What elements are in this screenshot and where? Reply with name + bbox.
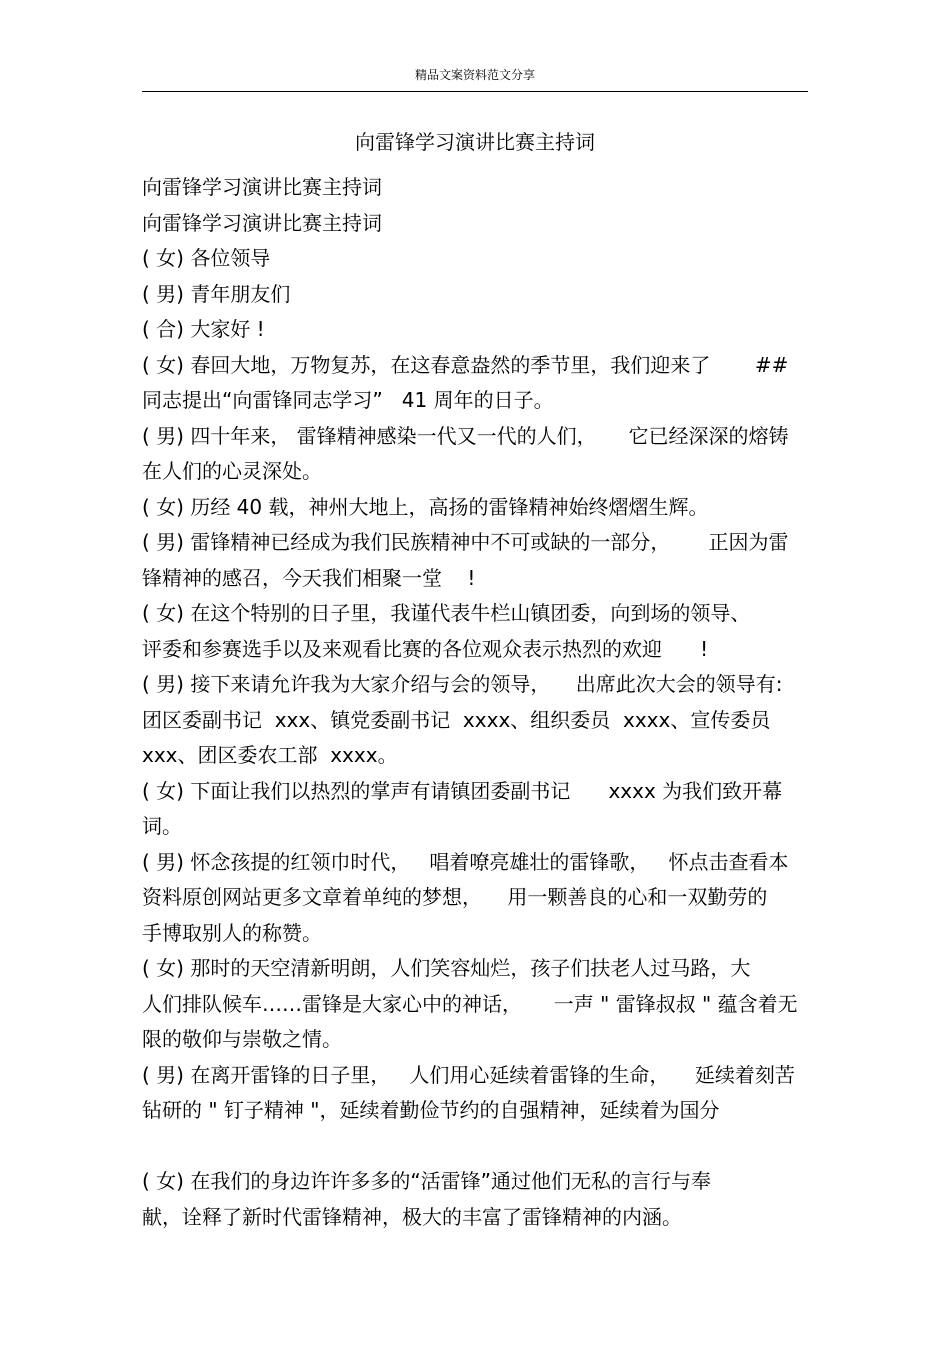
- body-line: ( 男) 四十年来， 雷锋精神感染一代又一代的人们， 它已经深深的熔铸: [142, 423, 789, 448]
- body-line: ( 女) 在这个特别的日子里，我谨代表牛栏山镇团委，向到场的领导、: [142, 601, 751, 625]
- body-line: 向雷锋学习演讲比赛主持词: [142, 175, 382, 199]
- body-line: 手博取别人的称赞。: [142, 920, 322, 945]
- body-line: 献，诠释了新时代雷锋精神，极大的丰富了雷锋精神的内涵。: [142, 1204, 682, 1229]
- body-line: 资料原创网站更多文章着单纯的梦想， 用一颗善良的心和一双勤劳的: [142, 885, 768, 909]
- body-line: ( 女) 在我们的身边许许多多的“活雷锋”通过他们无私的言行与奉: [142, 1169, 712, 1193]
- body-line: ( 女) 历经 40 载，神州大地上，高扬的雷锋精神始终熠熠生辉。: [142, 494, 709, 519]
- body-line: ( 男) 雷锋精神已经成为我们民族精神中不可或缺的一部分， 正因为雷: [142, 530, 789, 554]
- body-line: 锋精神的感召，今天我们相聚一堂 !: [142, 565, 476, 590]
- page-header: 精品文案资料范文分享: [414, 68, 535, 82]
- body-line: 同志提出“向雷锋同志学习” 41 周年的日子。: [142, 388, 554, 412]
- body-line: ( 女) 那时的天空清新明朗，人们笑容灿烂，孩子们扶老人过马路，大: [142, 956, 751, 980]
- body-line: 人们排队候车……雷锋是大家心中的神话， 一声 " 雷锋叔叔 " 蕴含着无: [142, 991, 798, 1016]
- body-line: 限的敬仰与崇敬之情。: [142, 1027, 342, 1051]
- body-line: ( 合) 大家好 !: [142, 317, 265, 341]
- body-line: ( 女) 春回大地，万物复苏，在这春意盎然的季节里，我们迎来了 ##: [142, 352, 789, 377]
- body-line: 词。: [142, 814, 182, 838]
- header-divider: [142, 91, 808, 92]
- body-line: 向雷锋学习演讲比赛主持词: [142, 210, 382, 235]
- body-line: 评委和参赛选手以及来观看比赛的各位观众表示热烈的欢迎 !: [142, 636, 709, 661]
- body-line: 钻研的 " 钉子精神 "，延续着勤俭节约的自强精神，延续着为国分: [142, 1098, 720, 1122]
- body-line: ( 男) 接下来请允许我为大家介绍与会的领导， 出席此次大会的领导有:: [142, 672, 783, 696]
- body-line: ( 男) 青年朋友们: [142, 281, 291, 306]
- body-line: ( 女) 各位领导: [142, 246, 271, 270]
- body-line: 在人们的心灵深处。: [142, 459, 322, 483]
- body-line: 团区委副书记 xxx、镇党委副书记 xxxx、组织委员 xxxx、宣传委员: [142, 707, 771, 732]
- body-line: xxx、团区委农工部 xxxx。: [142, 743, 398, 767]
- blank-line: [142, 1129, 808, 1165]
- document-body: [142, 170, 808, 1235]
- body-line: ( 男) 怀念孩提的红领巾时代， 唱着嘹亮雄壮的雷锋歌， 怀点击查看本: [142, 849, 789, 874]
- body-line: ( 男) 在离开雷锋的日子里， 人们用心延续着雷锋的生命， 延续着刻苦: [142, 1062, 795, 1087]
- body-line: ( 女) 下面让我们以热烈的掌声有请镇团委副书记 xxxx 为我们致开幕: [142, 778, 783, 803]
- document-title: 向雷锋学习演讲比赛主持词: [355, 130, 595, 154]
